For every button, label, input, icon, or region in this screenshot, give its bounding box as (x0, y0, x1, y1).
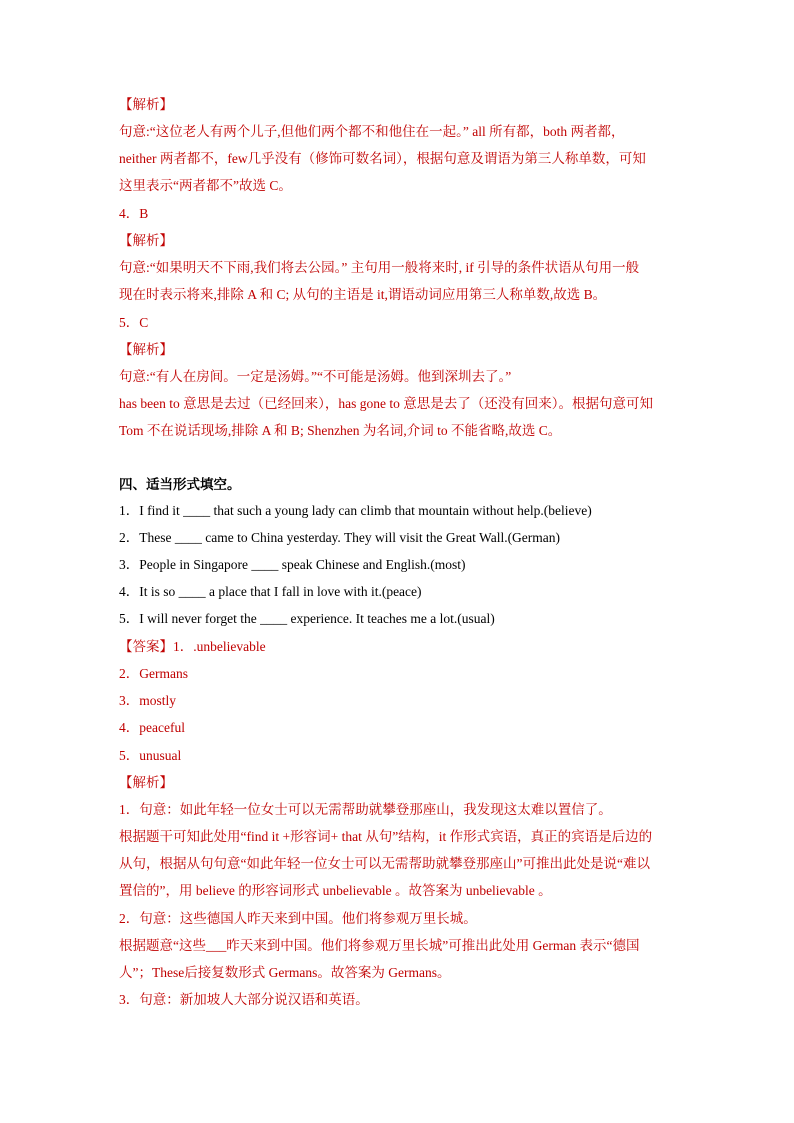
question-3: 3．People in Singapore ____ speak Chinese and English.(most) (119, 557, 466, 572)
analysis-heading-5: 【解析】 (119, 342, 173, 357)
answer-4: 4．peaceful (119, 720, 185, 735)
analysis-1-line-2: 根据题干可知此处用“find it +形容词+ that 从句”结构，it 作形式宾语，真正的宾语是后边的 (119, 829, 653, 844)
analysis-2-line-1: 2．句意：这些德国人昨天来到中国。他们将参观万里长城。 (119, 911, 477, 926)
question-1: 1．I find it ____ that such a young lady can climb that mountain without help.(believe) (119, 503, 592, 518)
answer-item-5: 5．C (119, 315, 149, 330)
analysis-1-line-1: 1．句意：如此年轻一位女士可以无需帮助就攀登那座山，我发现这太难以置信了。 (119, 802, 612, 817)
analysis-2-line-3: 人”；These后接复数形式 Germans。故答案为 Germans。 (119, 965, 451, 980)
answer-5: 5．unusual (119, 748, 182, 763)
answer-2: 2．Germans (119, 666, 188, 681)
question-5: 5．I will never forget the ____ experience. It teaches me a lot.(usual) (119, 611, 495, 626)
analysis-heading-3: 【解析】 (119, 97, 173, 112)
analysis-2-line-2: 根据题意“这些___昨天来到中国。他们将参观万里长城”可推出此处用 German 表示“德国 (119, 938, 640, 953)
analysis-text-4-line-2: 现在时表示将来,排除 A 和 C; 从句的主语是 it,谓语动词应用第三人称单数,故选 B。 (119, 287, 607, 302)
analysis-text-5-line-3: Tom 不在说话现场,排除 A 和 B; Shenzhen 为名词,介词 to 不能省略,故选 C。 (119, 423, 562, 438)
analysis-heading: 【解析】 (119, 775, 173, 790)
analysis-text-3-line-1: 句意:“这位老人有两个儿子,但他们两个都不和他住在一起。” all 所有都，both 两者都， (119, 124, 625, 139)
analysis-1-line-4: 置信的”，用 believe 的形容词形式 unbelievable 。故答案为 unbelievable 。 (119, 883, 552, 898)
answer-heading: 【答案】1．.unbelievable (119, 639, 266, 654)
analysis-text-4-line-1: 句意:“如果明天不下雨,我们将去公园。” 主句用一般将来时, if 引导的条件状语从句用一般 (119, 260, 640, 275)
answer-item-4: 4．B (119, 206, 149, 221)
analysis-text-5-line-1: 句意:“有人在房间。一定是汤姆。”“不可能是汤姆。他到深圳去了。” (119, 369, 512, 384)
analysis-text-5-line-2: has been to 意思是去过（已经回来），has gone to 意思是去了（还没有回来）。根据句意可知 (119, 396, 653, 411)
analysis-1-line-3: 从句，根据从句句意“如此年轻一位女士可以无需帮助就攀登那座山”可推出此处是说“难以 (119, 856, 650, 871)
analysis-text-3-line-3: 这里表示“两者都不”故选 C。 (119, 178, 292, 193)
answer-3: 3．mostly (119, 693, 177, 708)
analysis-text-3-line-2: neither 两者都不，few几乎没有（修饰可数名词），根据句意及谓语为第三人称单数，可知 (119, 151, 646, 166)
question-2: 2．These ____ came to China yesterday. They will visit the Great Wall.(German) (119, 530, 561, 545)
analysis-3-line-1: 3．句意：新加坡人大部分说汉语和英语。 (119, 992, 369, 1007)
section-heading: 四、适当形式填空。 (119, 477, 241, 492)
question-4: 4．It is so ____ a place that I fall in love with it.(peace) (119, 584, 422, 599)
analysis-heading-4: 【解析】 (119, 233, 173, 248)
